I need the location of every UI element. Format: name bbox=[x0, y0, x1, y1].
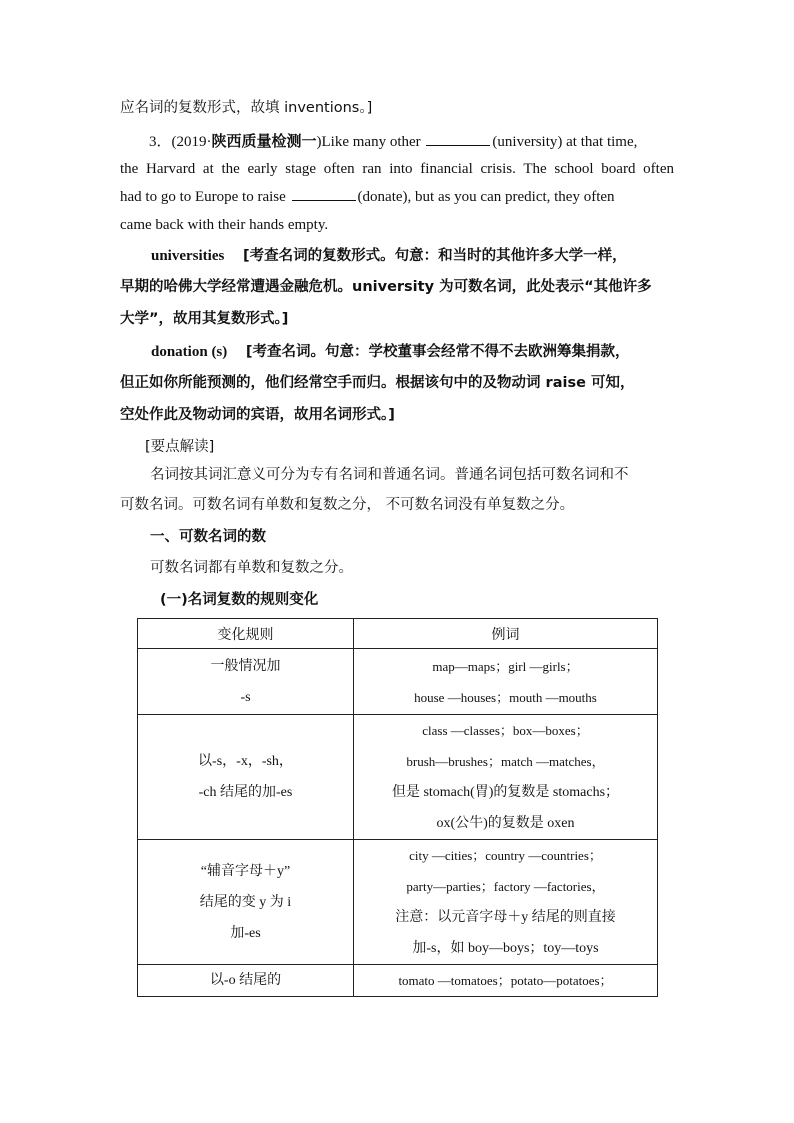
key-points-line-1: 名词按其词汇意义可分为专有名词和普通名词。普通名词包括可数名词和不 bbox=[150, 467, 629, 483]
rule-text: 结尾的变 y 为 i bbox=[199, 894, 292, 910]
examples-cell bbox=[354, 840, 658, 965]
example-text: ox(公牛)的复数是 oxen bbox=[436, 816, 575, 831]
examples-cell bbox=[354, 715, 658, 840]
answer-1-line-1 bbox=[151, 246, 674, 266]
answer-2-line-1 bbox=[151, 342, 674, 362]
rule-cell bbox=[138, 715, 354, 840]
plural-rules-table bbox=[137, 618, 658, 997]
question-3-line-3 bbox=[120, 187, 674, 207]
blank-2[interactable] bbox=[292, 188, 356, 201]
question-source: 陕西质量检测一 bbox=[211, 132, 317, 150]
example-text: map—maps；girl —girls； bbox=[432, 658, 579, 674]
question-3-text-b: (university) at that time, bbox=[492, 134, 638, 150]
table-row bbox=[138, 649, 658, 715]
example-text: 加-s，如 boy—boys；toy—toys bbox=[412, 941, 599, 956]
question-3-line-1 bbox=[149, 131, 674, 152]
example-text: class —classes；box—boxes； bbox=[422, 723, 589, 738]
header-rule: 变化规则 bbox=[138, 619, 354, 649]
section-1-text: 可数名词都有单数和复数之分。 bbox=[150, 560, 353, 576]
example-text: tomato —tomatoes；potato—potatoes； bbox=[398, 973, 613, 988]
example-text: 但是 stomach(胃)的复数是 stomachs； bbox=[391, 785, 620, 800]
answer-2-explanation: [考查名词。句意：学校董事会经常不得不去欧洲筹集捐款， bbox=[245, 344, 630, 360]
key-points-line-2: 可数名词。可数名词有单数和复数之分， 不可数名词没有单复数之分。 bbox=[120, 497, 575, 513]
examples-cell bbox=[354, 649, 658, 715]
rule-text: -s bbox=[240, 689, 251, 705]
rule-text: 加-es bbox=[230, 925, 261, 941]
key-points-title: [要点解读] bbox=[145, 439, 215, 455]
answer-1-word: universities bbox=[151, 248, 225, 264]
table-row bbox=[138, 965, 658, 997]
example-text: 注意：以元音字母＋y 结尾的则直接 bbox=[395, 910, 616, 925]
header-examples: 例词 bbox=[354, 619, 658, 649]
answer-1-line-3: 大学”，故用其复数形式。] bbox=[120, 311, 289, 327]
example-text: house —houses；mouth —mouths bbox=[414, 689, 597, 705]
answer-tail-text: 应名词的复数形式，故填 inventions。] bbox=[120, 100, 373, 116]
rule-text: “辅音字母＋y” bbox=[200, 863, 291, 879]
answer-2-word: donation (s) bbox=[151, 344, 228, 360]
rule-text: 以-o 结尾的 bbox=[209, 973, 282, 988]
rule-text: 一般情况加 bbox=[210, 657, 281, 674]
question-3-line-4: came back with their hands empty. bbox=[120, 217, 329, 233]
question-3-text-a: )Like many other bbox=[316, 134, 425, 150]
blank-1[interactable] bbox=[426, 133, 490, 146]
table-header-row bbox=[138, 619, 658, 649]
table-row bbox=[138, 715, 658, 840]
rule-cell bbox=[138, 649, 354, 715]
table-row bbox=[138, 840, 658, 965]
section-1-title: 一、可数名词的数 bbox=[150, 529, 266, 545]
example-text: party—parties；factory —factories， bbox=[406, 879, 605, 894]
answer-2-line-2: 但正如你所能预测的，他们经常空手而归。根据该句中的及物动词 raise 可知， bbox=[120, 375, 635, 391]
example-text: brush—brushes；match —matches， bbox=[406, 754, 605, 769]
question-3-line-2: the Harvard at the early stage often ran into financial crisis. The school board often bbox=[120, 161, 674, 177]
rule-text: -ch 结尾的加-es bbox=[198, 785, 293, 800]
examples-cell bbox=[354, 965, 658, 997]
answer-1-explanation: [考查名词的复数形式。句意：和当时的其他许多大学一样， bbox=[242, 248, 627, 264]
question-3-text-d: (donate), but as you can predict, they often bbox=[357, 189, 615, 205]
answer-2-line-3: 空处作此及物动词的宾语，故用名词形式。] bbox=[120, 407, 395, 423]
rule-cell bbox=[138, 965, 354, 997]
question-number: 3．(2019· bbox=[149, 134, 212, 150]
example-text: city —cities；country —countries； bbox=[409, 848, 602, 863]
rule-text: 以-s，-x，-sh， bbox=[198, 754, 293, 769]
question-3-text-c: had to go to Europe to raise bbox=[120, 189, 290, 205]
answer-1-line-2: 早期的哈佛大学经常遭遇金融危机。university 为可数名词，此处表示“其他许多 bbox=[120, 279, 652, 295]
rule-cell bbox=[138, 840, 354, 965]
subsection-1-title: (一)名词复数的规则变化 bbox=[160, 592, 319, 608]
